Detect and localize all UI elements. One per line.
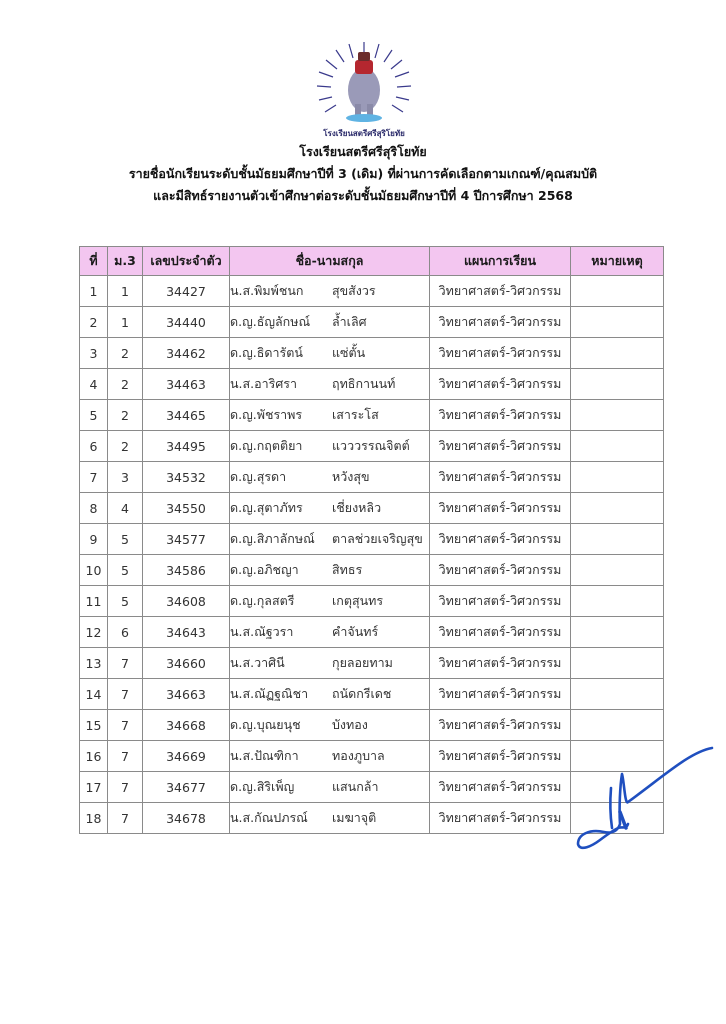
m3-class: 2	[108, 338, 143, 369]
remark	[571, 679, 664, 710]
title-line-1: รายชื่อนักเรียนระดับชั้นมัธยมศึกษาปีที่ 3 (เดิม) ที่ผ่านการคัดเลือกตามเกณฑ์/คุณสมบัติ	[128, 166, 598, 181]
column-header-no: ที่	[80, 247, 108, 276]
m3-class: 7	[108, 741, 143, 772]
row-number: 5	[80, 400, 108, 431]
study-plan: วิทยาศาสตร์-วิศวกรรม	[430, 462, 571, 493]
study-plan: วิทยาศาสตร์-วิศวกรรม	[430, 710, 571, 741]
row-number: 3	[80, 338, 108, 369]
last-name: แสนกล้า	[332, 779, 379, 794]
m3-class: 5	[108, 586, 143, 617]
first-name: น.ส.ณัฏฐณิชา	[230, 686, 309, 701]
student-name	[230, 803, 430, 834]
remark	[571, 369, 664, 400]
first-name: ด.ญ.ธิดารัตน์	[230, 345, 303, 360]
last-name: ถนัดกรีเดช	[332, 686, 392, 701]
table-row	[80, 555, 664, 586]
last-name: แซ่ตั้น	[332, 345, 366, 360]
study-plan: วิทยาศาสตร์-วิศวกรรม	[430, 617, 571, 648]
row-number: 16	[80, 741, 108, 772]
m3-class: 7	[108, 679, 143, 710]
student-name	[230, 369, 430, 400]
student-id: 34465	[143, 400, 230, 431]
row-number: 7	[80, 462, 108, 493]
row-number: 6	[80, 431, 108, 462]
student-id: 34440	[143, 307, 230, 338]
row-number: 12	[80, 617, 108, 648]
m3-class: 7	[108, 803, 143, 834]
last-name: เกตุสุนทร	[332, 593, 384, 608]
m3-class: 5	[108, 555, 143, 586]
study-plan: วิทยาศาสตร์-วิศวกรรม	[430, 400, 571, 431]
first-name: น.ส.กัณปภรณ์	[230, 810, 308, 825]
student-name	[230, 710, 430, 741]
column-header-study-plan: แผนการเรียน	[430, 247, 571, 276]
m3-class: 5	[108, 524, 143, 555]
student-name	[230, 648, 430, 679]
signature-icon	[570, 740, 720, 860]
study-plan: วิทยาศาสตร์-วิศวกรรม	[430, 586, 571, 617]
student-name	[230, 431, 430, 462]
last-name: ตาลช่วยเจริญสุข	[332, 531, 423, 546]
study-plan: วิทยาศาสตร์-วิศวกรรม	[430, 276, 571, 307]
study-plan: วิทยาศาสตร์-วิศวกรรม	[430, 431, 571, 462]
row-number: 8	[80, 493, 108, 524]
column-header-name: ชื่อ-นามสกุล	[230, 247, 430, 276]
student-name	[230, 400, 430, 431]
last-name: ฤทธิกานนท์	[332, 376, 396, 391]
row-number: 17	[80, 772, 108, 803]
table-row	[80, 338, 664, 369]
student-id: 34550	[143, 493, 230, 524]
remark	[571, 462, 664, 493]
remark	[571, 307, 664, 338]
table-header-row	[80, 247, 664, 276]
student-name	[230, 617, 430, 648]
last-name: สิทธร	[332, 562, 363, 577]
table-row	[80, 648, 664, 679]
last-name: สุขสังวร	[332, 283, 376, 298]
student-id: 34678	[143, 803, 230, 834]
row-number: 15	[80, 710, 108, 741]
student-id: 34643	[143, 617, 230, 648]
title-line-2: และมีสิทธ์รายงานตัวเข้าศึกษาต่อระดับชั้นมัธยมศึกษาปีที่ 4 ปีการศึกษา 2568	[153, 188, 573, 203]
first-name: ด.ญ.กุลสตรี	[230, 593, 295, 608]
m3-class: 2	[108, 431, 143, 462]
study-plan: วิทยาศาสตร์-วิศวกรรม	[430, 648, 571, 679]
table-row	[80, 369, 664, 400]
m3-class: 7	[108, 710, 143, 741]
table-row	[80, 400, 664, 431]
study-plan: วิทยาศาสตร์-วิศวกรรม	[430, 772, 571, 803]
remark	[571, 431, 664, 462]
first-name: ด.ญ.สิภาลักษณ์	[230, 531, 315, 546]
student-name	[230, 493, 430, 524]
student-name	[230, 276, 430, 307]
row-number: 11	[80, 586, 108, 617]
student-name	[230, 307, 430, 338]
study-plan: วิทยาศาสตร์-วิศวกรรม	[430, 369, 571, 400]
school-emblem-icon	[305, 40, 423, 140]
m3-class: 2	[108, 369, 143, 400]
last-name: เมฆาจุติ	[332, 810, 377, 825]
student-id: 34532	[143, 462, 230, 493]
student-name	[230, 338, 430, 369]
row-number: 9	[80, 524, 108, 555]
student-id: 34663	[143, 679, 230, 710]
student-id: 34495	[143, 431, 230, 462]
row-number: 18	[80, 803, 108, 834]
last-name: ทองภูบาล	[332, 748, 385, 763]
remark	[571, 276, 664, 307]
student-id: 34427	[143, 276, 230, 307]
remark	[571, 648, 664, 679]
first-name: น.ส.วาศินี	[230, 655, 285, 670]
student-id: 34608	[143, 586, 230, 617]
table-row	[80, 586, 664, 617]
table-row	[80, 493, 664, 524]
student-id: 34668	[143, 710, 230, 741]
first-name: ด.ญ.ธัญลักษณ์	[230, 314, 311, 329]
student-id: 34669	[143, 741, 230, 772]
student-name	[230, 586, 430, 617]
first-name: น.ส.ปัณฑิกา	[230, 748, 299, 763]
first-name: น.ส.ณัฐวรา	[230, 624, 294, 639]
first-name: ด.ญ.สุรดา	[230, 469, 287, 484]
last-name: เชี่ยงหลิว	[332, 500, 382, 515]
first-name: ด.ญ.พัชราพร	[230, 407, 303, 422]
m3-class: 6	[108, 617, 143, 648]
student-id: 34660	[143, 648, 230, 679]
table-row	[80, 524, 664, 555]
row-number: 1	[80, 276, 108, 307]
column-header-student-id: เลขประจำตัว	[143, 247, 230, 276]
remark	[571, 586, 664, 617]
student-name	[230, 741, 430, 772]
row-number: 4	[80, 369, 108, 400]
row-number: 10	[80, 555, 108, 586]
study-plan: วิทยาศาสตร์-วิศวกรรม	[430, 524, 571, 555]
school-name: โรงเรียนสตรีศรีสุริโยทัย	[299, 144, 427, 159]
remark	[571, 555, 664, 586]
first-name: น.ส.อาริศรา	[230, 376, 298, 391]
student-id: 34462	[143, 338, 230, 369]
document-header	[0, 141, 726, 207]
row-number: 2	[80, 307, 108, 338]
table-row	[80, 679, 664, 710]
study-plan: วิทยาศาสตร์-วิศวกรรม	[430, 493, 571, 524]
m3-class: 4	[108, 493, 143, 524]
first-name: ด.ญ.อภิชญา	[230, 562, 299, 577]
last-name: บังทอง	[332, 717, 368, 732]
first-name: ด.ญ.กฤตติยา	[230, 438, 303, 453]
remark	[571, 493, 664, 524]
last-name: ล้ำเลิศ	[332, 314, 367, 329]
last-name: หวังสุข	[332, 469, 370, 484]
study-plan: วิทยาศาสตร์-วิศวกรรม	[430, 555, 571, 586]
student-name	[230, 555, 430, 586]
first-name: ด.ญ.สุตาภัทร	[230, 500, 303, 515]
student-name	[230, 772, 430, 803]
m3-class: 7	[108, 648, 143, 679]
m3-class: 2	[108, 400, 143, 431]
student-name	[230, 679, 430, 710]
m3-class: 7	[108, 772, 143, 803]
column-header-remark: หมายเหตุ	[571, 247, 664, 276]
table-row	[80, 307, 664, 338]
remark	[571, 524, 664, 555]
student-id: 34677	[143, 772, 230, 803]
m3-class: 1	[108, 276, 143, 307]
student-name	[230, 524, 430, 555]
first-name: น.ส.พิมพ์ชนก	[230, 283, 304, 298]
remark	[571, 338, 664, 369]
table-row	[80, 617, 664, 648]
student-name	[230, 462, 430, 493]
logo-caption: โรงเรียนสตรีศรีสุริโยทัย	[323, 129, 405, 138]
student-id: 34577	[143, 524, 230, 555]
row-number: 13	[80, 648, 108, 679]
table-row	[80, 462, 664, 493]
table-row	[80, 276, 664, 307]
student-id: 34463	[143, 369, 230, 400]
m3-class: 1	[108, 307, 143, 338]
last-name: แวววรรณจิตต์	[332, 438, 410, 453]
study-plan: วิทยาศาสตร์-วิศวกรรม	[430, 679, 571, 710]
remark	[571, 400, 664, 431]
study-plan: วิทยาศาสตร์-วิศวกรรม	[430, 338, 571, 369]
row-number: 14	[80, 679, 108, 710]
last-name: คำจันทร์	[332, 624, 379, 639]
table-row	[80, 710, 664, 741]
last-name: เสาระโส	[332, 407, 379, 422]
first-name: ด.ญ.สิริเพ็ญ	[230, 779, 295, 794]
table-row	[80, 431, 664, 462]
remark	[571, 617, 664, 648]
study-plan: วิทยาศาสตร์-วิศวกรรม	[430, 741, 571, 772]
m3-class: 3	[108, 462, 143, 493]
remark	[571, 710, 664, 741]
last-name: กุยลอยทาม	[332, 655, 393, 670]
student-id: 34586	[143, 555, 230, 586]
study-plan: วิทยาศาสตร์-วิศวกรรม	[430, 803, 571, 834]
first-name: ด.ญ.บุณยนุช	[230, 717, 301, 732]
column-header-m3: ม.3	[108, 247, 143, 276]
study-plan: วิทยาศาสตร์-วิศวกรรม	[430, 307, 571, 338]
